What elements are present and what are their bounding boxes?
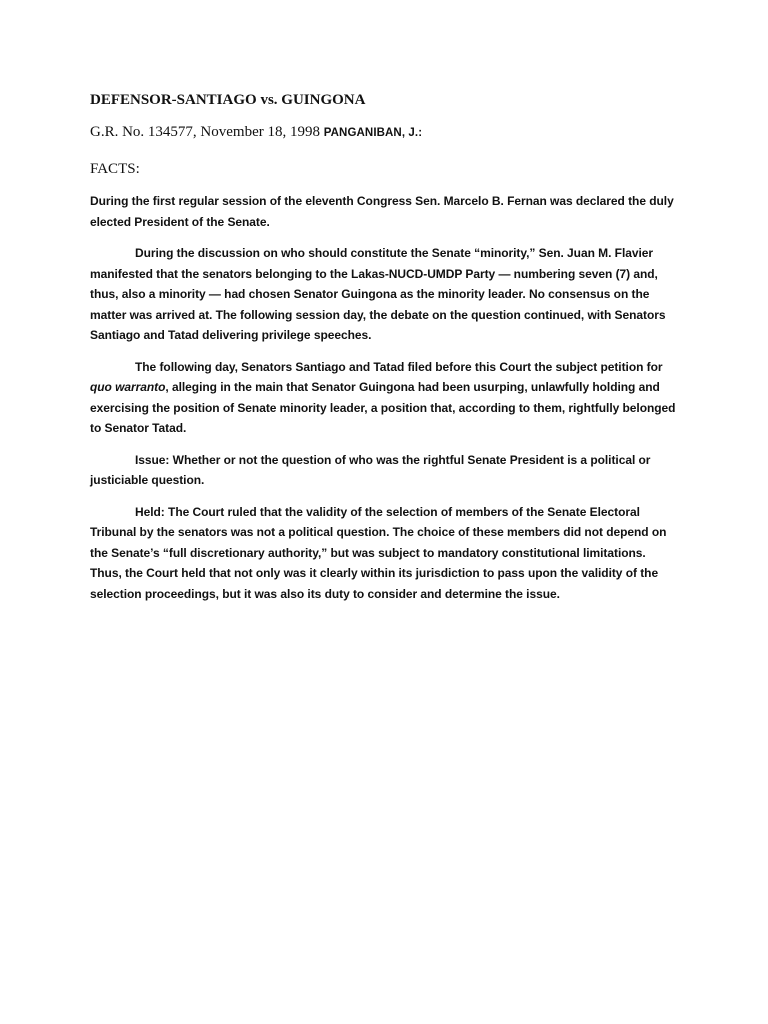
gr-number: G.R. No. 134577, November 18, 1998 — [90, 124, 320, 140]
paragraph-3-text-after: , alleging in the main that Senator Guingona had been usurping, unlawfully holding and exercising the position of Senate minority leader, a position that, according to them, rightfully belonged to Senator Tatad. — [90, 380, 676, 435]
case-title: DEFENSOR-SANTIAGO vs. GUINGONA — [90, 92, 366, 108]
issue-paragraph: Issue: Whether or not the question of who was the rightful Senate President is a political or justiciable question. — [90, 452, 651, 487]
facts-heading: FACTS: — [90, 161, 140, 177]
ponente: PANGANIBAN, J.: — [323, 127, 423, 139]
paragraph-3-text-before: The following day, Senators Santiago and Tatad filed before this Court the subject petition for — [135, 359, 663, 374]
facts-paragraph-3 — [90, 357, 680, 439]
document-page — [90, 90, 680, 615]
facts-paragraph-1: During the first regular session of the eleventh Congress Sen. Marcelo B. Fernan was declared the duly elected President of the Senate. — [90, 194, 674, 229]
quo-warranto-term: quo warranto — [90, 380, 166, 394]
facts-paragraph-2: During the discussion on who should constitute the Senate “minority,” Sen. Juan M. Flavier manifested that the senators belonging to the Lakas-NUCD-UMDP Party — numbering seven (7) and, thus, also a minority — had chosen Senator Guingona as the minority leader. No consensus on the matter was arrived at. The following session day, the debate on the question continued, with Senators Santiago and Tatad delivering privilege speeches. — [90, 246, 666, 342]
held-paragraph: Held: The Court ruled that the validity of the selection of members of the Senate Electoral Tribunal by the senators was not a political question. The choice of these members did not depend on the Senate’s “full discretionary authority,” but was subject to mandatory constitutional limitations. Thus, the Court held that not only was it clearly within its jurisdiction to pass upon the validity of the selection proceedings, but it was also its duty to consider and determine the issue. — [90, 504, 667, 601]
case-citation — [90, 122, 680, 143]
